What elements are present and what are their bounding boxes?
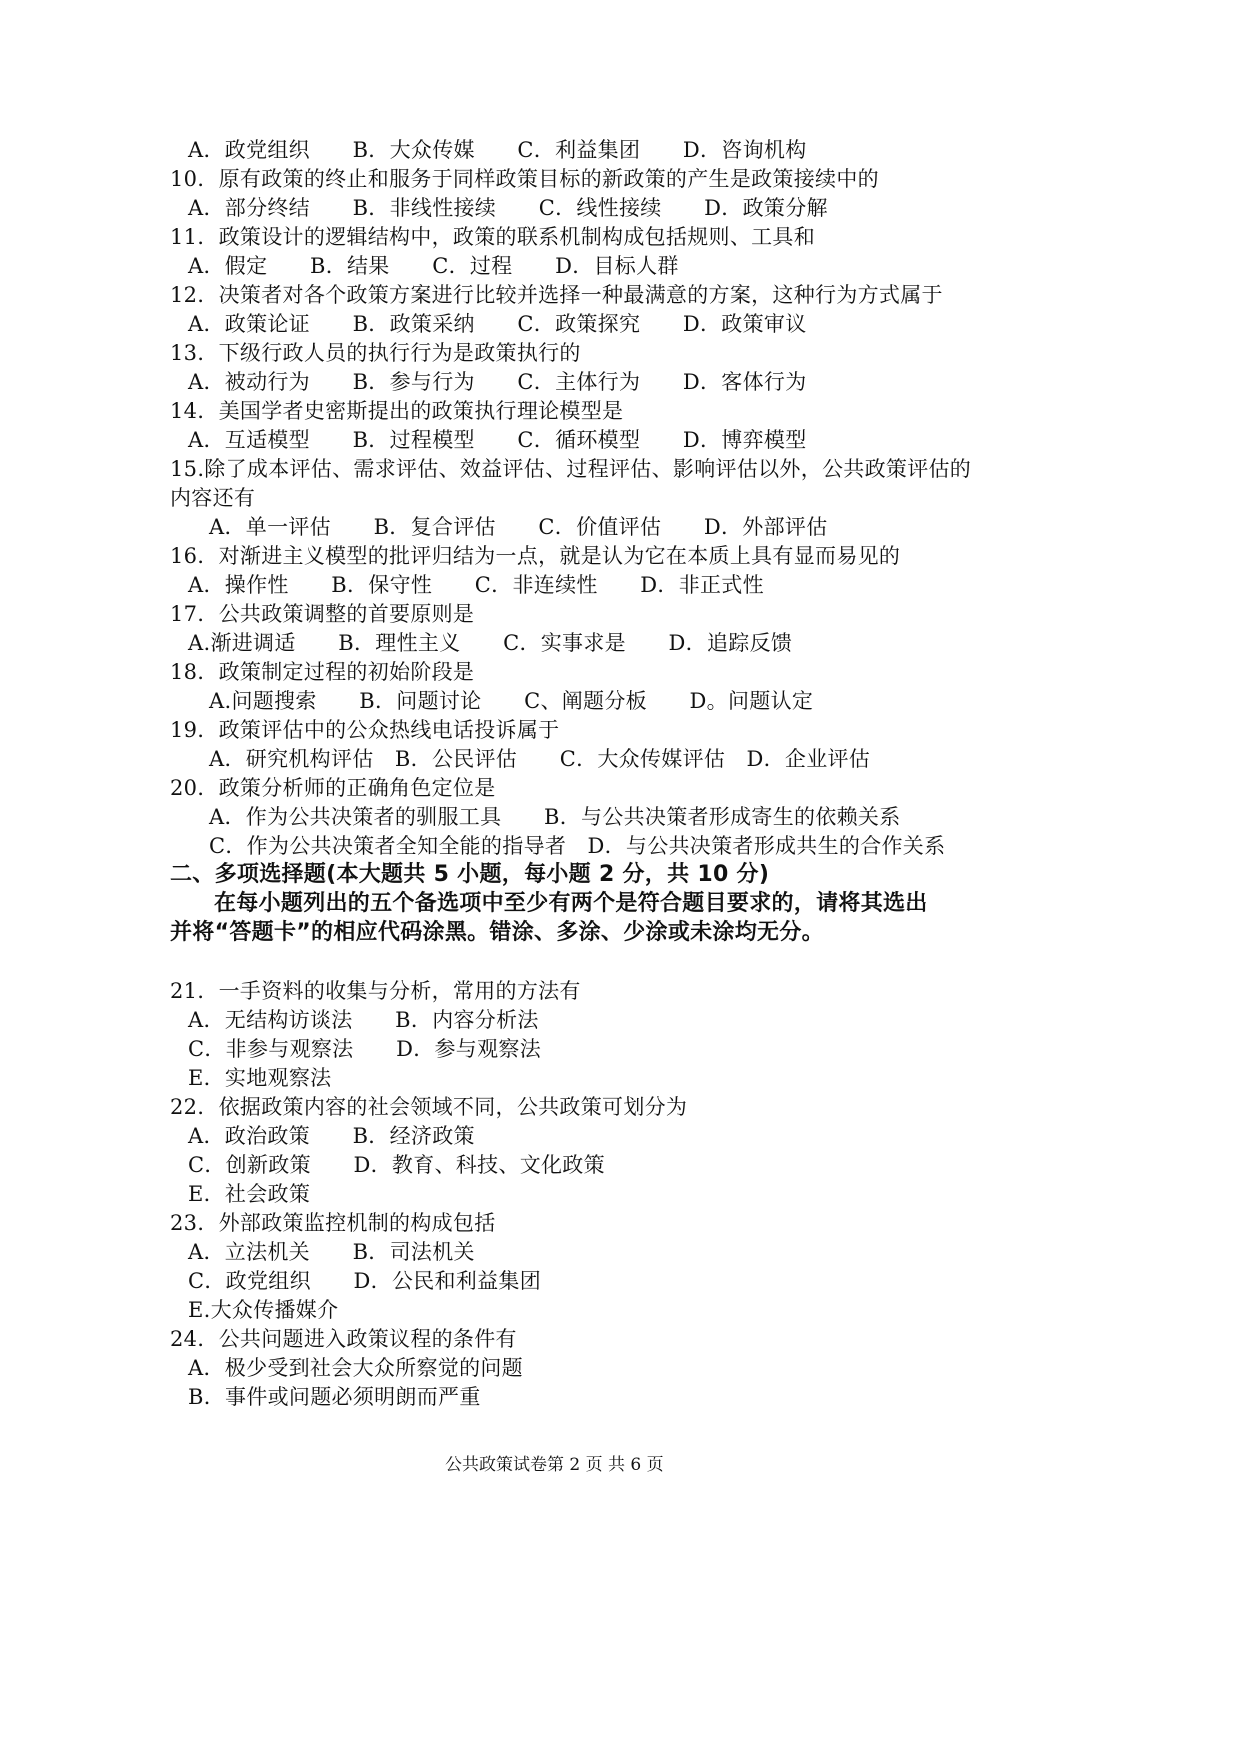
- q17-stem: 17．公共政策调整的首要原则是: [170, 602, 475, 626]
- q24-option-a: A．极少受到社会大众所察觉的问题: [188, 1356, 523, 1380]
- q20-options-cd: C．作为公共决策者全知全能的指导者 D．与公共决策者形成共生的合作关系: [209, 834, 946, 858]
- q15-stem: 15.除了成本评估、需求评估、效益评估、过程评估、影响评估以外，公共政策评估的: [170, 457, 972, 481]
- q22-options-ab: A．政治政策 B．经济政策: [188, 1124, 475, 1148]
- q15-stem-cont: 内容还有: [170, 486, 256, 510]
- section-2-heading: 二、多项选择题(本大题共 5 小题，每小题 2 分，共 10 分): [170, 862, 770, 887]
- q16-options: A．操作性 B．保守性 C．非连续性 D．非正式性: [188, 573, 764, 597]
- page-footer: 公共政策试卷第 2 页 共 6 页: [445, 1455, 664, 1475]
- q21-stem: 21．一手资料的收集与分析，常用的方法有: [170, 979, 581, 1003]
- q9-options: A．政党组织 B．大众传媒 C．利益集团 D．咨询机构: [188, 138, 807, 162]
- q17-options: A.渐进调适 B．理性主义 C．实事求是 D．追踪反馈: [188, 631, 793, 655]
- q12-options: A．政策论证 B．政策采纳 C．政策探究 D．政策审议: [188, 312, 807, 336]
- q20-stem: 20．政策分析师的正确角色定位是: [170, 776, 496, 800]
- q12-stem: 12．决策者对各个政策方案进行比较并选择一种最满意的方案，这种行为方式属于: [170, 283, 943, 307]
- section-2-instructions: 在每小题列出的五个备选项中至少有两个是符合题目要求的，请将其选出: [214, 891, 928, 916]
- q15-options: A．单一评估 B．复合评估 C．价值评估 D．外部评估: [209, 515, 828, 539]
- q19-options: A．研究机构评估 B．公民评估 C．大众传媒评估 D．企业评估: [209, 747, 871, 771]
- q16-stem: 16．对渐进主义模型的批评归结为一点，就是认为它在本质上具有显而易见的: [170, 544, 901, 568]
- q24-option-b: B．事件或问题必须明朗而严重: [188, 1385, 481, 1409]
- q10-stem: 10．原有政策的终止和服务于同样政策目标的新政策的产生是政策接续中的: [170, 167, 879, 191]
- q23-stem: 23．外部政策监控机制的构成包括: [170, 1211, 496, 1235]
- q21-options-cd: C．非参与观察法 D．参与观察法: [188, 1037, 542, 1061]
- q23-options-ab: A．立法机关 B．司法机关: [188, 1240, 475, 1264]
- q20-options-ab: A．作为公共决策者的驯服工具 B．与公共决策者形成寄生的依赖关系: [209, 805, 901, 829]
- q22-stem: 22．依据政策内容的社会领域不同，公共政策可划分为: [170, 1095, 688, 1119]
- q24-stem: 24．公共问题进入政策议程的条件有: [170, 1327, 517, 1351]
- q14-options: A．互适模型 B．过程模型 C．循环模型 D．博弈模型: [188, 428, 807, 452]
- q11-options: A．假定 B．结果 C．过程 D．目标人群: [188, 254, 679, 278]
- q10-options: A．部分终结 B．非线性接续 C．线性接续 D．政策分解: [188, 196, 828, 220]
- section-2-instructions-cont: 并将“答题卡”的相应代码涂黑。错涂、多涂、少涂或未涂均无分。: [170, 920, 824, 945]
- q18-options: A.问题搜索 B．问题讨论 C、阐题分板 D。问题认定: [209, 689, 814, 713]
- q13-options: A．被动行为 B．参与行为 C．主体行为 D．客体行为: [188, 370, 807, 394]
- q23-option-e: E.大众传播媒介: [188, 1298, 339, 1322]
- q18-stem: 18．政策制定过程的初始阶段是: [170, 660, 475, 684]
- q11-stem: 11．政策设计的逻辑结构中，政策的联系机制构成包括规则、工具和: [170, 225, 816, 249]
- q22-options-cd: C．创新政策 D．教育、科技、文化政策: [188, 1153, 605, 1177]
- q23-options-cd: C．政党组织 D．公民和利益集团: [188, 1269, 542, 1293]
- q19-stem: 19．政策评估中的公众热线电话投诉属于: [170, 718, 560, 742]
- q21-options-ab: A．无结构访谈法 B．内容分析法: [188, 1008, 539, 1032]
- q14-stem: 14．美国学者史密斯提出的政策执行理论模型是: [170, 399, 624, 423]
- q13-stem: 13．下级行政人员的执行行为是政策执行的: [170, 341, 581, 365]
- q22-option-e: E．社会政策: [188, 1182, 311, 1206]
- q21-option-e: E．实地观察法: [188, 1066, 332, 1090]
